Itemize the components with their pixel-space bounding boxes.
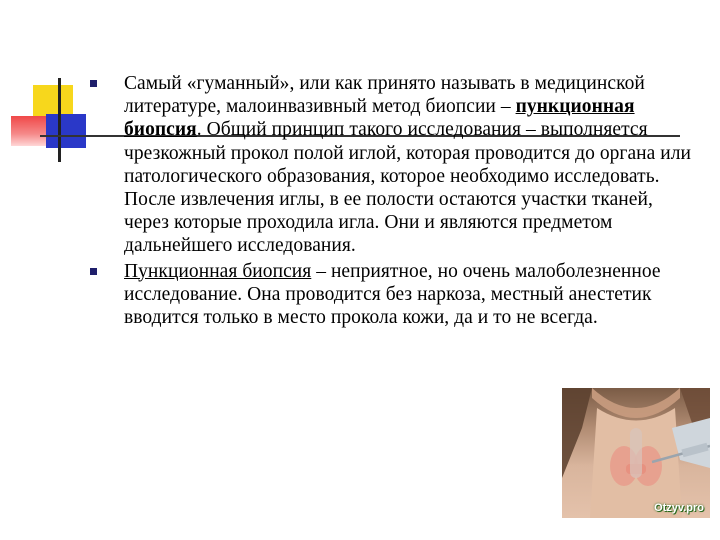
bullet-1-text-after: . Общий принцип такого исследования – выполняется чрезкожный прокол полой иглой, которая проводится до органа или патологического образования, которое необходимо исследовать. После извлечения иглы, в ее полости остаются участки тканей, через которые проходила игла. Они и являются предметом дальнейшего исследования.	[124, 119, 692, 257]
bullet-text-1	[124, 72, 698, 258]
decor-blue-square	[46, 114, 86, 148]
bullet-1-text-before: Самый «гуманный», или как принято называть в медицинской литературе, малоинвазивный метод биопсии –	[124, 73, 645, 118]
photo-watermark: Otzyv.pro	[654, 502, 704, 514]
neck-illustration	[562, 388, 710, 518]
bullet-item-2	[88, 260, 698, 330]
bullet-item-1	[88, 72, 698, 258]
bullet-2-term: Пункционная биопсия	[124, 260, 312, 282]
bullet-square-icon	[90, 268, 97, 275]
bullet-2-text-after: – неприятное, но очень малоболезненное исследование. Она проводится без наркоза, местный анестетик вводится только в место прокола кожи, да и то не всегда.	[124, 260, 661, 329]
bullet-text-2	[124, 260, 698, 330]
bullet-list	[88, 72, 698, 331]
bullet-1-term: пункционная биопсия	[124, 96, 635, 141]
decor-vertical-line	[58, 78, 61, 162]
neck-biopsy-photo	[562, 388, 710, 518]
bullet-square-icon	[90, 80, 97, 87]
